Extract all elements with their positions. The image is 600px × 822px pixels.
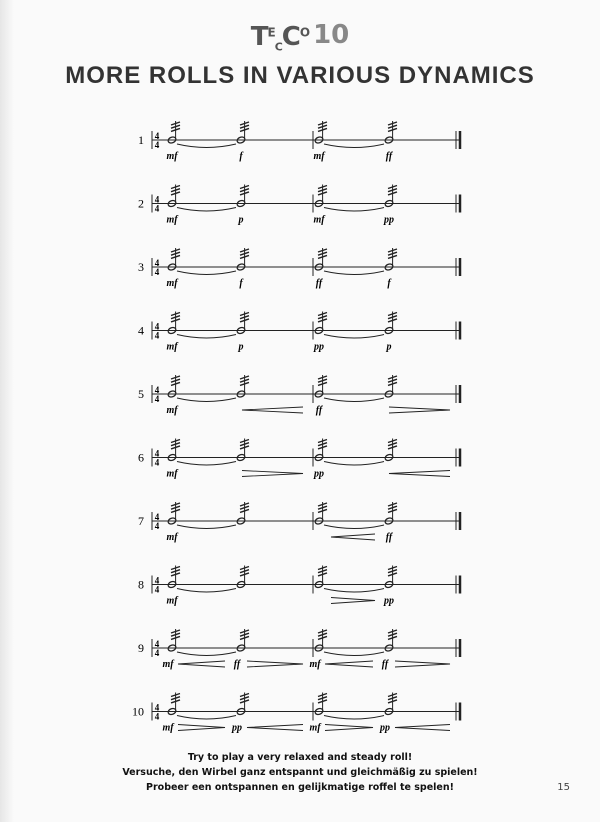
tie — [324, 208, 384, 212]
tie — [324, 462, 384, 466]
dynamic-marking: mf — [162, 722, 174, 734]
time-signature-top: 4 — [154, 512, 160, 522]
crescendo-hairpin — [242, 407, 303, 413]
time-signature-bottom: 4 — [154, 140, 160, 150]
dynamic-marking: mf — [166, 214, 178, 226]
dynamic-marking: mf — [166, 532, 178, 543]
tie — [324, 589, 384, 593]
time-signature-top: 4 — [154, 321, 160, 332]
tie — [324, 525, 384, 529]
crescendo-hairpin — [247, 725, 303, 731]
instructions — [0, 750, 600, 795]
crescendo-hairpin — [325, 661, 373, 667]
time-signature-top: 4 — [154, 194, 160, 205]
crescendo-hairpin — [389, 471, 450, 477]
section-number: 10 — [313, 20, 350, 50]
dynamic-marking: ff — [315, 278, 323, 289]
dynamic-marking: pp — [232, 722, 242, 734]
exercise-number: 4 — [138, 323, 144, 338]
tie — [324, 144, 384, 148]
exercise-8 — [138, 566, 460, 607]
time-signature-top: 4 — [154, 131, 160, 141]
decrescendo-hairpin — [178, 725, 225, 731]
dynamic-marking: mf — [166, 595, 178, 607]
dynamic-marking: ff — [233, 659, 241, 670]
tie — [177, 144, 236, 148]
tie — [324, 652, 384, 656]
decrescendo-hairpin — [395, 661, 450, 667]
time-signature-bottom: 4 — [154, 521, 160, 531]
dynamic-marking: mf — [162, 659, 174, 670]
tie — [177, 589, 236, 593]
time-signature-top: 4 — [154, 639, 160, 649]
decrescendo-hairpin — [247, 661, 303, 667]
dynamic-marking: mf — [313, 151, 325, 162]
crescendo-hairpin — [178, 661, 225, 667]
instruction-dutch: Probeer een ontspannen en gelijkmatige roffel te spelen! — [146, 782, 454, 793]
exercise-number: 7 — [138, 514, 144, 528]
exercise-number: 10 — [132, 704, 144, 719]
tie — [324, 271, 384, 275]
tie — [324, 335, 384, 339]
dynamic-marking: ff — [315, 405, 323, 416]
time-signature-bottom: 4 — [154, 711, 160, 722]
time-signature-top: 4 — [154, 258, 160, 268]
dynamic-marking: mf — [309, 722, 321, 734]
tie — [177, 271, 236, 275]
dynamic-marking: pp — [314, 468, 324, 480]
decrescendo-hairpin — [242, 471, 303, 477]
dynamic-marking: f — [239, 151, 243, 162]
dynamic-marking: mf — [166, 278, 178, 289]
logo-letters: $T^E_CC^O$ — [250, 22, 310, 54]
exercise-1 — [138, 121, 460, 162]
exercise-10 — [132, 693, 460, 734]
dynamic-marking: pp — [384, 595, 394, 607]
tie — [177, 716, 236, 720]
exercise-number: 2 — [138, 196, 144, 211]
dynamic-marking: mf — [313, 214, 325, 226]
time-signature-bottom: 4 — [154, 203, 160, 214]
exercise-3 — [138, 248, 460, 289]
page-number: 15 — [557, 782, 570, 793]
dynamic-marking: p — [238, 214, 244, 226]
time-signature-top: 4 — [154, 385, 160, 395]
exercise-number: 1 — [138, 133, 144, 147]
page-title: MORE ROLLS IN VARIOUS DYNAMICS — [65, 62, 535, 89]
exercise-5 — [138, 375, 460, 416]
crescendo-hairpin — [395, 725, 450, 731]
dynamic-marking: mf — [166, 468, 178, 480]
time-signature-top: 4 — [154, 448, 160, 459]
time-signature-bottom: 4 — [154, 648, 160, 658]
time-signature-bottom: 4 — [154, 457, 160, 468]
dynamic-marking: ff — [381, 659, 389, 670]
time-signature-top: 4 — [154, 702, 160, 713]
exercise-number: 5 — [138, 387, 144, 401]
exercise-7 — [138, 502, 460, 543]
dynamic-marking: ff — [385, 151, 393, 162]
tie — [177, 208, 236, 212]
dynamic-marking: mf — [166, 405, 178, 416]
time-signature-bottom: 4 — [154, 584, 160, 595]
time-signature-bottom: 4 — [154, 394, 160, 404]
exercise-number: 8 — [138, 577, 144, 592]
dynamic-marking: mf — [166, 341, 178, 353]
dynamic-marking: pp — [314, 341, 324, 353]
tie — [177, 335, 236, 339]
decrescendo-hairpin — [325, 725, 373, 731]
tie — [177, 398, 236, 402]
exercise-number: 6 — [138, 450, 144, 465]
crescendo-hairpin — [331, 534, 375, 540]
exercise-6 — [138, 439, 460, 480]
decrescendo-hairpin — [331, 598, 375, 604]
dynamic-marking: mf — [309, 659, 321, 670]
dynamic-marking: p — [386, 341, 392, 353]
dynamic-marking: ff — [385, 532, 393, 543]
dynamic-marking: f — [239, 278, 243, 289]
time-signature-bottom: 4 — [154, 330, 160, 341]
exercise-number: 9 — [138, 641, 144, 655]
dynamic-marking: f — [387, 278, 391, 289]
exercise-4 — [138, 312, 460, 353]
dynamic-marking: mf — [166, 151, 178, 162]
dynamic-marking: pp — [380, 722, 390, 734]
exercise-9 — [138, 629, 460, 670]
decrescendo-hairpin — [389, 407, 450, 413]
dynamic-marking: pp — [384, 214, 394, 226]
tie — [324, 398, 384, 402]
tie — [324, 716, 384, 720]
exercise-2 — [138, 185, 460, 226]
tie — [177, 525, 236, 529]
instruction-german: Versuche, den Wirbel ganz entspannt und gleichmäßig zu spielen! — [122, 767, 478, 778]
time-signature-bottom: 4 — [154, 267, 160, 277]
dynamic-marking: p — [238, 341, 244, 353]
time-signature-top: 4 — [154, 575, 160, 586]
exercise-number: 3 — [138, 260, 144, 274]
tie — [177, 462, 236, 466]
tie — [177, 652, 236, 656]
instruction-english: Try to play a very relaxed and steady roll! — [187, 752, 413, 763]
